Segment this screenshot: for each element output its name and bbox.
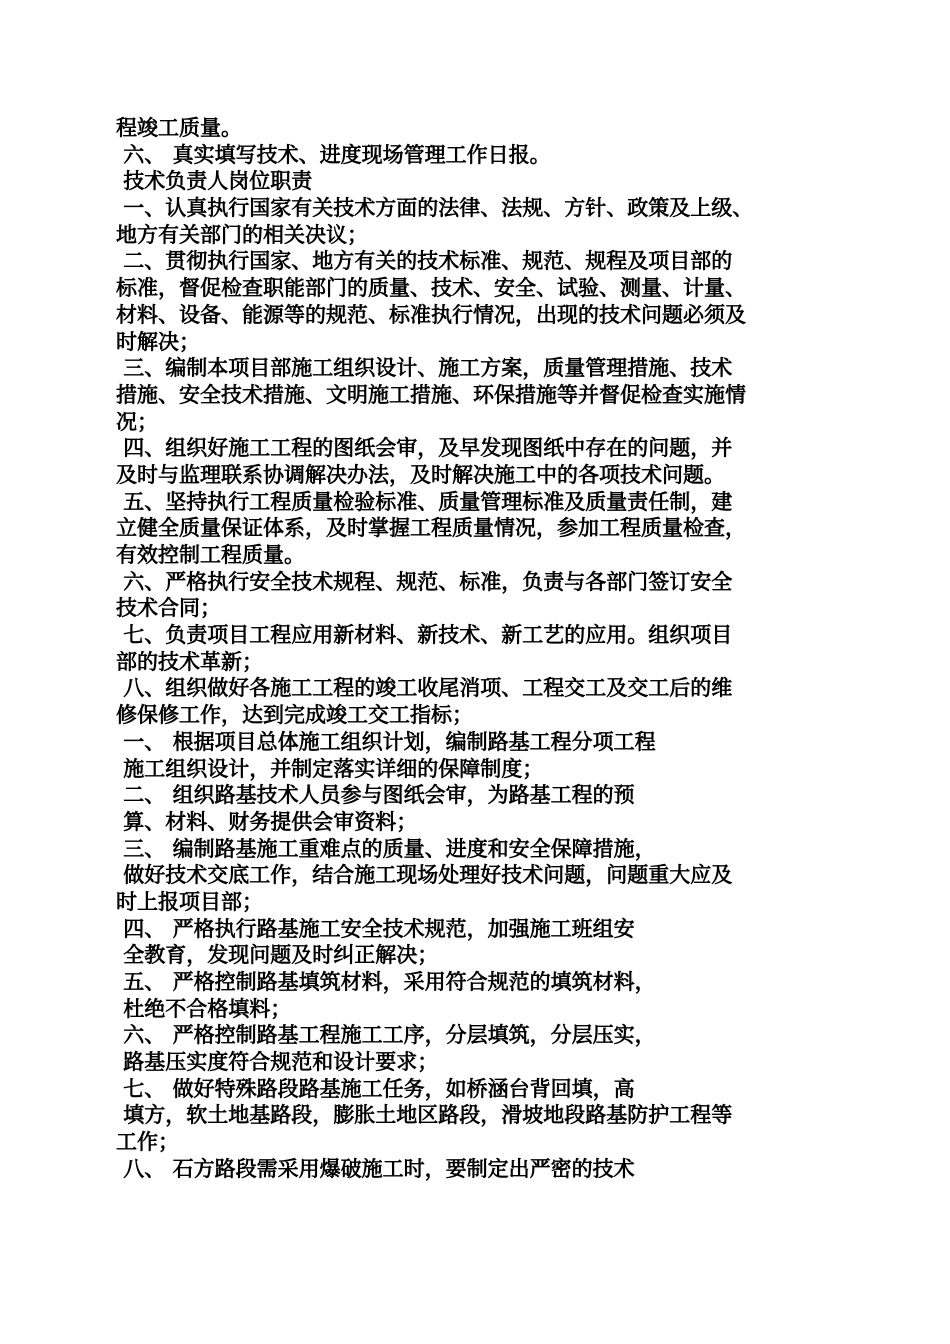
text-line: 三、 编制路基施工重难点的质量、进度和安全保障措施， [116, 836, 656, 861]
text-line: 五、坚持执行工程质量检验标准、质量管理标准及质量责任制，建 [116, 489, 733, 514]
text-line: 七、负责项目工程应用新材料、新技术、新工艺的应用。组织项目 [116, 623, 733, 648]
text-line: 技术合同； [116, 596, 221, 621]
text-line: 标准，督促检查职能部门的质量、技术、安全、试验、测量、计量、 [116, 276, 746, 301]
section-heading: 技术负责人岗位职责 [116, 169, 313, 194]
text-line: 程竣工质量。 [116, 116, 242, 140]
text-line: 时上报项目部； [116, 889, 263, 914]
text-line: 修保修工作，达到完成竣工交工指标； [116, 703, 473, 728]
text-line: 及时与监理联系协调解决办法，及时解决施工中的各项技术问题。 [116, 462, 725, 487]
text-line: 五、 严格控制路基填筑材料，采用符合规范的填筑材料， [116, 970, 656, 994]
text-line: 工作； [116, 1130, 179, 1155]
text-line: 填方，软土地基路段，膨胀土地区路段，滑坡地段路基防护工程等 [116, 1103, 733, 1128]
text-line: 部的技术革新； [116, 649, 263, 674]
text-line: 八、组织做好各施工工程的竣工收尾消项、工程交工及交工后的维 [116, 676, 733, 701]
text-line: 四、组织好施工工程的图纸会审，及早发现图纸中存在的问题，并 [116, 436, 733, 461]
text-line: 六、严格执行安全技术规程、规范、标准，负责与各部门签订安全 [116, 569, 733, 594]
text-line: 杜绝不合格填料； [116, 996, 292, 1021]
text-line: 况； [116, 409, 158, 434]
text-line: 措施、安全技术措施、文明施工措施、环保措施等并督促检查实施情 [116, 382, 746, 407]
text-line: 有效控制工程质量。 [116, 543, 305, 567]
text-line: 算、材料、财务提供会审资料； [116, 809, 418, 834]
text-line: 时解决； [116, 329, 200, 354]
text-line: 全教育，发现问题及时纠正解决； [116, 943, 439, 968]
text-line: 施工组织设计，并制定落实详细的保障制度； [116, 756, 544, 781]
text-line: 一、 根据项目总体施工组织计划，编制路基工程分项工程 [116, 729, 656, 754]
text-line: 七、 做好特殊路段路基施工任务，如桥涵台背回填，高 [116, 1076, 635, 1101]
text-line: 四、 严格执行路基施工安全技术规范，加强施工班组安 [116, 916, 635, 941]
text-line: 三、编制本项目部施工组织设计、施工方案，质量管理措施、技术 [116, 356, 733, 381]
text-line: 路基压实度符合规范和设计要求； [116, 1050, 439, 1075]
text-line: 六、 严格控制路基工程施工工序，分层填筑，分层压实， [116, 1023, 656, 1048]
document-body [116, 115, 846, 1183]
text-line: 一、认真执行国家有关技术方面的法律、法规、方针、政策及上级、 [116, 196, 754, 221]
text-line: 做好技术交底工作，结合施工现场处理好技术问题，问题重大应及 [116, 863, 733, 888]
text-line: 二、贯彻执行国家、地方有关的技术标准、规范、规程及项目部的 [116, 249, 733, 274]
text-line: 二、 组织路基技术人员参与图纸会审，为路基工程的预 [116, 783, 635, 808]
text-line: 立健全质量保证体系，及时掌握工程质量情况，参加工程质量检查， [116, 516, 746, 541]
text-line: 六、 真实填写技术、进度现场管理工作日报。 [116, 142, 551, 167]
text-line: 八、 石方路段需采用爆破施工时，要制定出严密的技术 [116, 1156, 635, 1181]
text-line: 材料、设备、能源等的规范、标准执行情况，出现的技术问题必须及 [116, 302, 746, 327]
text-line: 地方有关部门的相关决议； [116, 222, 368, 247]
